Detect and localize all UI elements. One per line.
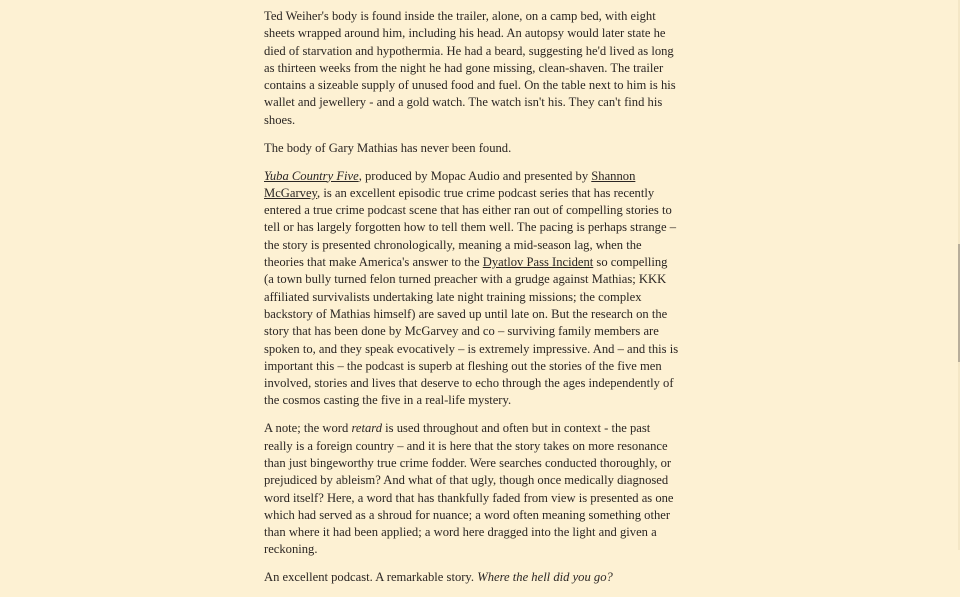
dyatlov-pass-link[interactable]: Dyatlov Pass Incident xyxy=(482,255,594,270)
paragraph-gary-mathias: The body of Gary Mathias has never been found. xyxy=(264,140,512,155)
conclusion-text: An excellent podcast. A remarkable story. xyxy=(264,570,478,585)
presenter-link[interactable]: Shannon McGarvey xyxy=(264,168,636,200)
conclusion-question: Where the hell did you go? xyxy=(477,570,613,585)
article-body xyxy=(264,8,680,597)
review-text-a: , produced by Mopac Audio and presented by xyxy=(358,168,592,183)
review-text-b: , is an excellent episodic true crime podcast series that has recently entered a true crime podcast scene that has either ran out of compelling stories to tell or has largely forgotten how to tell them well. The pacing is perhaps strange – the story is presented chronologically, meaning a mid-season lag, when the theories that make America's answer to the xyxy=(264,185,676,270)
paragraph-conclusion xyxy=(264,569,680,586)
paragraph-note xyxy=(264,420,680,558)
note-text-a: A note; the word xyxy=(264,421,352,436)
review-text-c: so compelling (a town bully turned felon turned preacher with a grudge against Mathias; KKK affiliated survivalists undertaking late night training missions; the complex backstory of Mathias himself) are saved up until late on. But the research on the story that has been done by McGarvey and co – surviving family members are spoken to, and they speak evocatively – is extremely impressive. And – and this is important this – the podcast is superb at fleshing out the stories of the five men involved, stories and lives that deserve to echo through the ages independently of the cosmos casting the five in a real-life mystery. xyxy=(264,255,679,408)
note-text-b: is used throughout and often but in context - the past really is a foreign country – and it is here that the story takes on more resonance than just bingeworthy true crime fodder. Were searches conducted thoroughly, or prejudiced by ableism? And what of that ugly, though once medically diagnosed word itself? Here, a word that has thankfully faded from view is presented as one which had served as a shroud for nuance; a word often meaning something other than where it had been applied; a word here dragged into the light and given a reckoning. xyxy=(264,421,674,557)
paragraph-discovery: Ted Weiher's body is found inside the trailer, alone, on a camp bed, with eight sheets wrapped around him, including his head. An autopsy would later state he died of starvation and hypothermia. He had a beard, suggesting he'd lived as long as thirteen weeks from the night he had gone missing, clean-shaven. The trailer contains a sizeable supply of unused food and fuel. On the table next to him is his wallet and jewellery - and a gold watch. The watch isn't his. They can't find his shoes. xyxy=(264,9,676,127)
paragraph-podcast-review xyxy=(264,168,680,410)
note-emphasis-word: retard xyxy=(351,421,383,436)
podcast-title-link[interactable]: Yuba Country Five xyxy=(264,168,359,183)
